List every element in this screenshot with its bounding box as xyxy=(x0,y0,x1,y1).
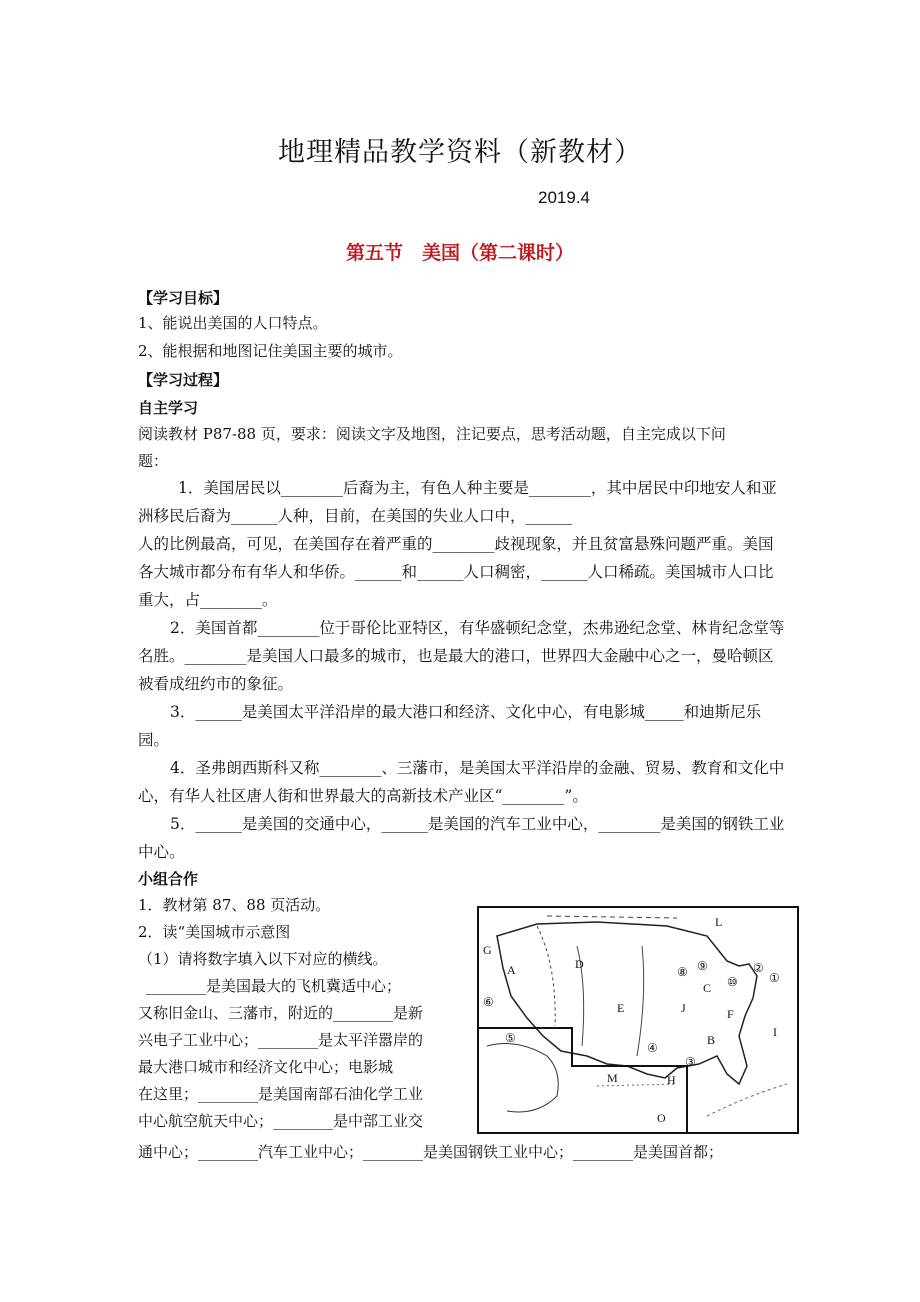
goal-item-2: 2、能根据和地图记住美国主要的城市。 xyxy=(138,342,403,360)
process-heading: 【学习过程】 xyxy=(138,371,229,389)
question-5: 5．______是美国的交通中心，______是美国的汽车工业中心，________是美国的钢铁工业中心。 xyxy=(138,815,785,861)
group-heading: 小组合作 xyxy=(138,870,199,888)
map-letter: D xyxy=(575,957,584,971)
map-letter: B xyxy=(707,1033,716,1047)
question-1: 1．美国居民以________后裔为主，有色人种主要是________，其中居民中印地安人和亚洲移民后裔为______人种，目前，在美国的失业人口中，______ xyxy=(138,479,777,525)
fill-line-2: 又称旧金山、三藩市，附近的________是新 xyxy=(138,1004,424,1022)
fill-line-1: ________是美国最大的飞机冀适中心； xyxy=(146,977,402,995)
self-study-heading: 自主学习 xyxy=(138,399,199,417)
map-letter: M xyxy=(607,1071,618,1085)
map-letter: E xyxy=(617,1001,625,1015)
question-2: 2．美国首都________位于哥伦比亚特区，有华盛顿纪念堂，杰弗逊纪念堂、林肯纪念堂等名胜。________是美国人口最多的城市，也是最大的港口，世界四大金融中心之一，曼哈顿区被看成纽约市的象征。 xyxy=(138,619,785,693)
question-4: 4．圣弗朗西斯科又称________、三藩市，是美国太平洋沿岸的金融、贸易、教育和文化中心，有华人社区唐人街和世界最大的高新技术产业区“________”。 xyxy=(138,759,785,805)
map-letter: G xyxy=(483,943,492,957)
date: 2019.4 xyxy=(538,188,590,207)
map-letter: C xyxy=(703,981,712,995)
map-letter: A xyxy=(507,963,516,977)
goals-heading: 【学习目标】 xyxy=(138,289,229,307)
usa-city-map xyxy=(477,906,799,1134)
map-letter: H xyxy=(667,1073,676,1087)
map-number: ⑨ xyxy=(697,959,708,973)
fill-line-7: 通中心；________汽车工业中心；________是美国钢铁工业中心；________是美国首都； xyxy=(138,1143,724,1161)
document-title: 地理精品教学资料（新教材） xyxy=(278,137,642,168)
group-item-1: 1．教材第 87、88 页活动。 xyxy=(138,896,331,914)
question-1-cont: 人的比例最高，可见，在美国存在着严重的________歧视现象，并且贫富悬殊问题严重。美国各大城市都分布有华人和华侨。______和______人口稠密，______人口稀疏。美国城市人口比重大，占________。 xyxy=(138,535,774,609)
map-letter: F xyxy=(727,1007,734,1021)
group-item-3: （1）请将数字填入以下对应的横线。 xyxy=(138,950,388,968)
intro-line-2: 题： xyxy=(138,452,169,470)
fill-line-5: 在这里；________是美国南部石油化学工业 xyxy=(138,1085,424,1103)
fill-line-4: 最大港口城市和经济文化中心；电影城 xyxy=(138,1058,394,1076)
map-number: ⑤ xyxy=(505,1031,516,1045)
lesson-title: 第五节 美国（第二课时） xyxy=(345,242,574,264)
map-letter: J xyxy=(681,1001,686,1015)
fill-line-6: 中心航空航天中心；________是中部工业交 xyxy=(138,1112,424,1130)
question-3: 3．______是美国太平洋沿岸的最大港口和经济、文化中心，有电影城_____和迪斯尼乐园。 xyxy=(138,703,762,749)
map-number: ⑩ xyxy=(727,975,738,989)
fill-line-3: 兴电子工业中心；________是太平洋嚣岸的 xyxy=(138,1031,424,1049)
intro-line-1: 阅读教材 P87-88 页，要求：阅读文字及地图，注记要点，思考活动题，自主完成以下问 xyxy=(138,425,726,443)
map-number: ⑥ xyxy=(483,995,494,1009)
map-number: ⑧ xyxy=(677,965,688,979)
map-number: ④ xyxy=(647,1041,658,1055)
goal-item-1: 1、能说出美国的人口特点。 xyxy=(138,314,328,332)
map-number: ① xyxy=(769,971,780,985)
map-number: ② xyxy=(753,961,764,975)
map-letter: I xyxy=(773,1025,777,1039)
group-item-2: 2．读“美国城市示意图 xyxy=(138,923,291,941)
map-letter: L xyxy=(715,915,723,929)
map-letter: O xyxy=(657,1111,666,1125)
map-number: ③ xyxy=(685,1055,696,1069)
